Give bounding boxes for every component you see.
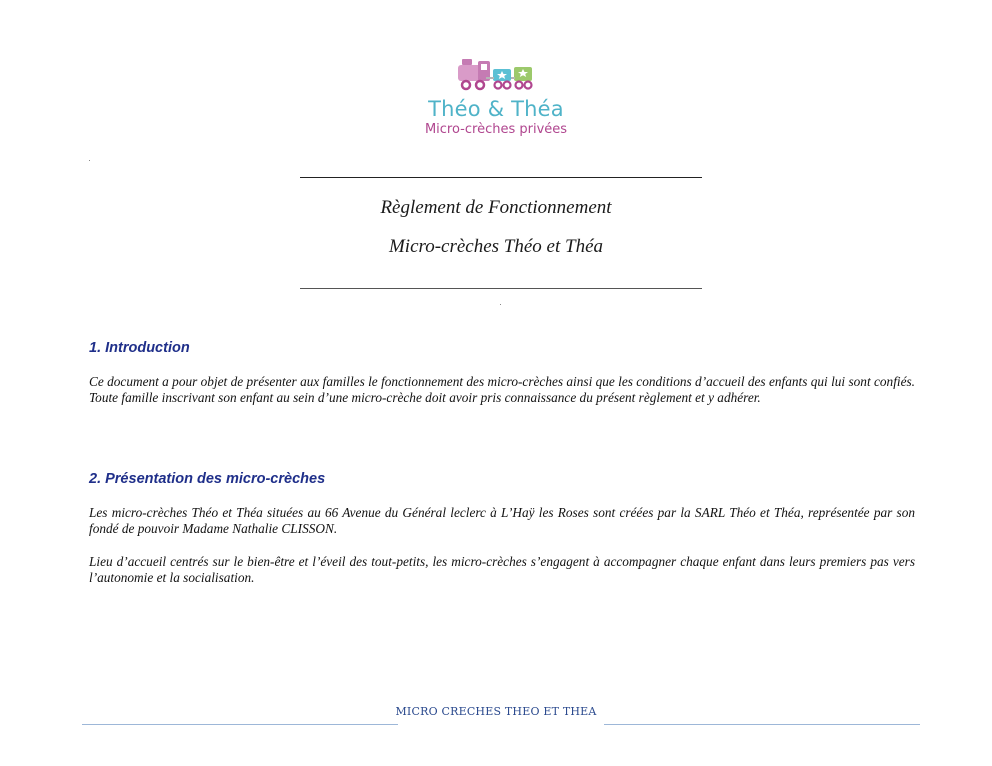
paragraph: Lieu d’accueil centrés sur le bien-être et l’éveil des tout-petits, les micro-crèches s’engagent à accompagner chaque enfant dans leurs premiers pas vers l’autonomie et la socialisation. [89, 554, 915, 586]
stray-dot [89, 160, 90, 161]
toy-train-icon [456, 55, 536, 97]
logo [0, 55, 992, 139]
brand-tagline: Micro-crèches privées [424, 122, 568, 137]
footer-rule-right [604, 724, 920, 725]
document-title: Règlement de Fonctionnement [380, 197, 612, 218]
title-rule-bottom [300, 288, 702, 289]
section-heading-introduction: 1. Introduction [89, 340, 190, 356]
brand-name: Théo & Théa [428, 97, 564, 121]
paragraph: Les micro-crèches Théo et Théa situées au 66 Avenue du Général leclerc à L’Haÿ les Roses sont créées par la SARL Théo et Théa, représentée par son fondé de pouvoir Madame Nathalie CLISSON. [89, 505, 915, 537]
paragraph: Ce document a pour objet de présenter aux familles le fonctionnement des micro-crèches ainsi que les conditions d’accueil des enfants qui lui sont confiés. Toute famille inscrivant son enfant au sein d’une micro-crèche doit avoir pris connaissance du présent règlement et y adhérer. [89, 374, 915, 406]
footer-text: MICRO CRECHES THEO ET THEA [395, 705, 597, 718]
stray-dot [500, 304, 501, 305]
title-rule-top [300, 177, 702, 178]
footer-rule-left [82, 724, 398, 725]
document-subtitle: Micro-crèches Théo et Théa [388, 236, 604, 257]
section-heading-presentation: 2. Présentation des micro-crèches [89, 471, 326, 487]
